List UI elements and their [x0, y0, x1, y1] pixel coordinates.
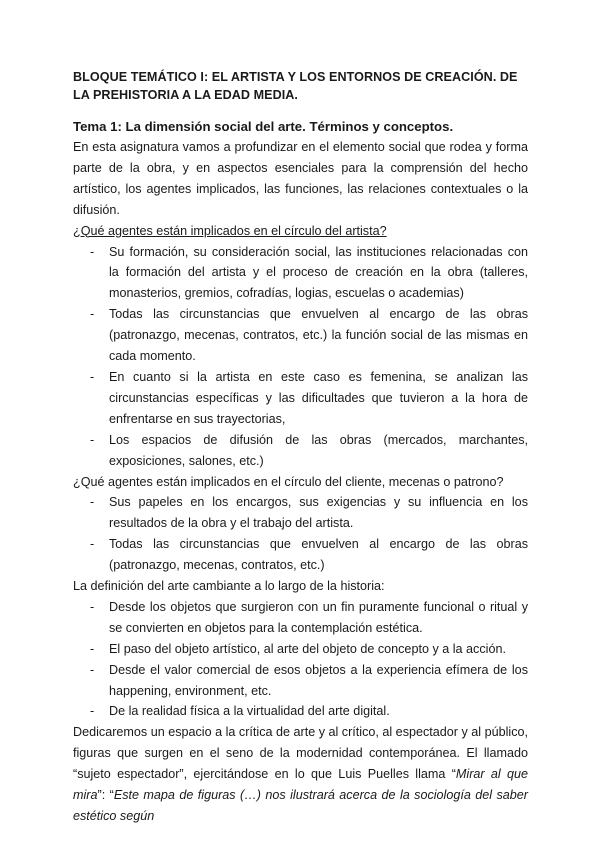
artist-circle-list [73, 242, 528, 472]
dash-bullet: - [90, 495, 95, 510]
list-item: - Su formación, su consideración social, las instituciones relacionadas con la formación del artista y el proceso de creación en la obra (talleres, monasterios, gremios, cofradías, logias, escuelas o academias) [73, 242, 528, 305]
client-circle-list [73, 492, 528, 576]
topic-title: Tema 1: La dimensión social del arte. Términos y conceptos. [73, 119, 454, 134]
dash-bullet: - [90, 704, 95, 719]
dash-bullet: - [90, 662, 95, 677]
list-item: - Todas las circunstancias que envuelven al encargo de las obras (patronazgo, mecenas, contratos, etc.) [73, 534, 528, 576]
list-item: - Todas las circunstancias que envuelven al encargo de las obras (patronazgo, mecenas, contratos, etc.) la función social de las mismas en cada momento. [73, 304, 528, 367]
dash-bullet: - [90, 641, 95, 656]
document-page [73, 68, 528, 827]
quote-text: Este mapa de figuras (…) nos ilustrará acerca de la sociología del saber estético según [73, 788, 529, 823]
dash-bullet: - [90, 244, 95, 259]
question-artist-circle: ¿Qué agentes están implicados en el círculo del artista? [73, 223, 387, 238]
list-item: - Desde los objetos que surgieron con un fin puramente funcional o ritual y se convierten en objetos para la contemplación estética. [73, 597, 528, 639]
dash-bullet: - [90, 307, 95, 322]
dash-bullet: - [90, 599, 95, 614]
dash-bullet: - [90, 369, 95, 384]
block-title: BLOQUE TEMÁTICO I: EL ARTISTA Y LOS ENTORNOS DE CREACIÓN. DE LA PREHISTORIA A LA EDAD MEDIA. [73, 70, 518, 102]
closing-paragraph: Dedicaremos un espacio a la crítica de arte y al crítico, al espectador y al público, figuras que surgen en el seno de la modernidad contemporánea. El llamado “sujeto espectador”, ejercitándose en lo que Luis Puelles llama “Mirar al que mira”: “Este mapa de figuras (…) nos ilustrará acerca de la sociología del saber estético según [73, 725, 529, 823]
dash-bullet: - [90, 537, 95, 552]
list-item: - Sus papeles en los encargos, sus exigencias y su influencia en los resultados de la obra y el trabajo del artista. [73, 492, 528, 534]
question-client-circle: ¿Qué agentes están implicados en el círculo del cliente, mecenas o patrono? [73, 474, 504, 489]
list-item: - En cuanto si la artista en este caso es femenina, se analizan las circunstancias específicas y las dificultades que tuvieron a la hora de enfrentarse en sus trayectorias, [73, 367, 528, 430]
list-item: - Desde el valor comercial de esos objetos a la experiencia efímera de los happening, environment, etc. [73, 660, 528, 702]
dash-bullet: - [90, 432, 95, 447]
quote-title: Mirar al que mira [73, 767, 528, 803]
list-item: - El paso del objeto artístico, al arte del objeto de concepto y a la acción. [73, 639, 528, 660]
art-definition-heading: La definición del arte cambiante a lo largo de la historia: [73, 579, 385, 594]
list-item: - Los espacios de difusión de las obras (mercados, marchantes, exposiciones, salones, etc.) [73, 430, 528, 472]
intro-paragraph: En esta asignatura vamos a profundizar en el elemento social que rodea y forma parte de la obra, y en aspectos esenciales para la comprensión del hecho artístico, los agentes implicados, las funciones, las relaciones contextuales o la difusión. [73, 140, 528, 217]
art-definition-list [73, 597, 528, 722]
list-item: - De la realidad física a la virtualidad del arte digital. [73, 701, 528, 722]
